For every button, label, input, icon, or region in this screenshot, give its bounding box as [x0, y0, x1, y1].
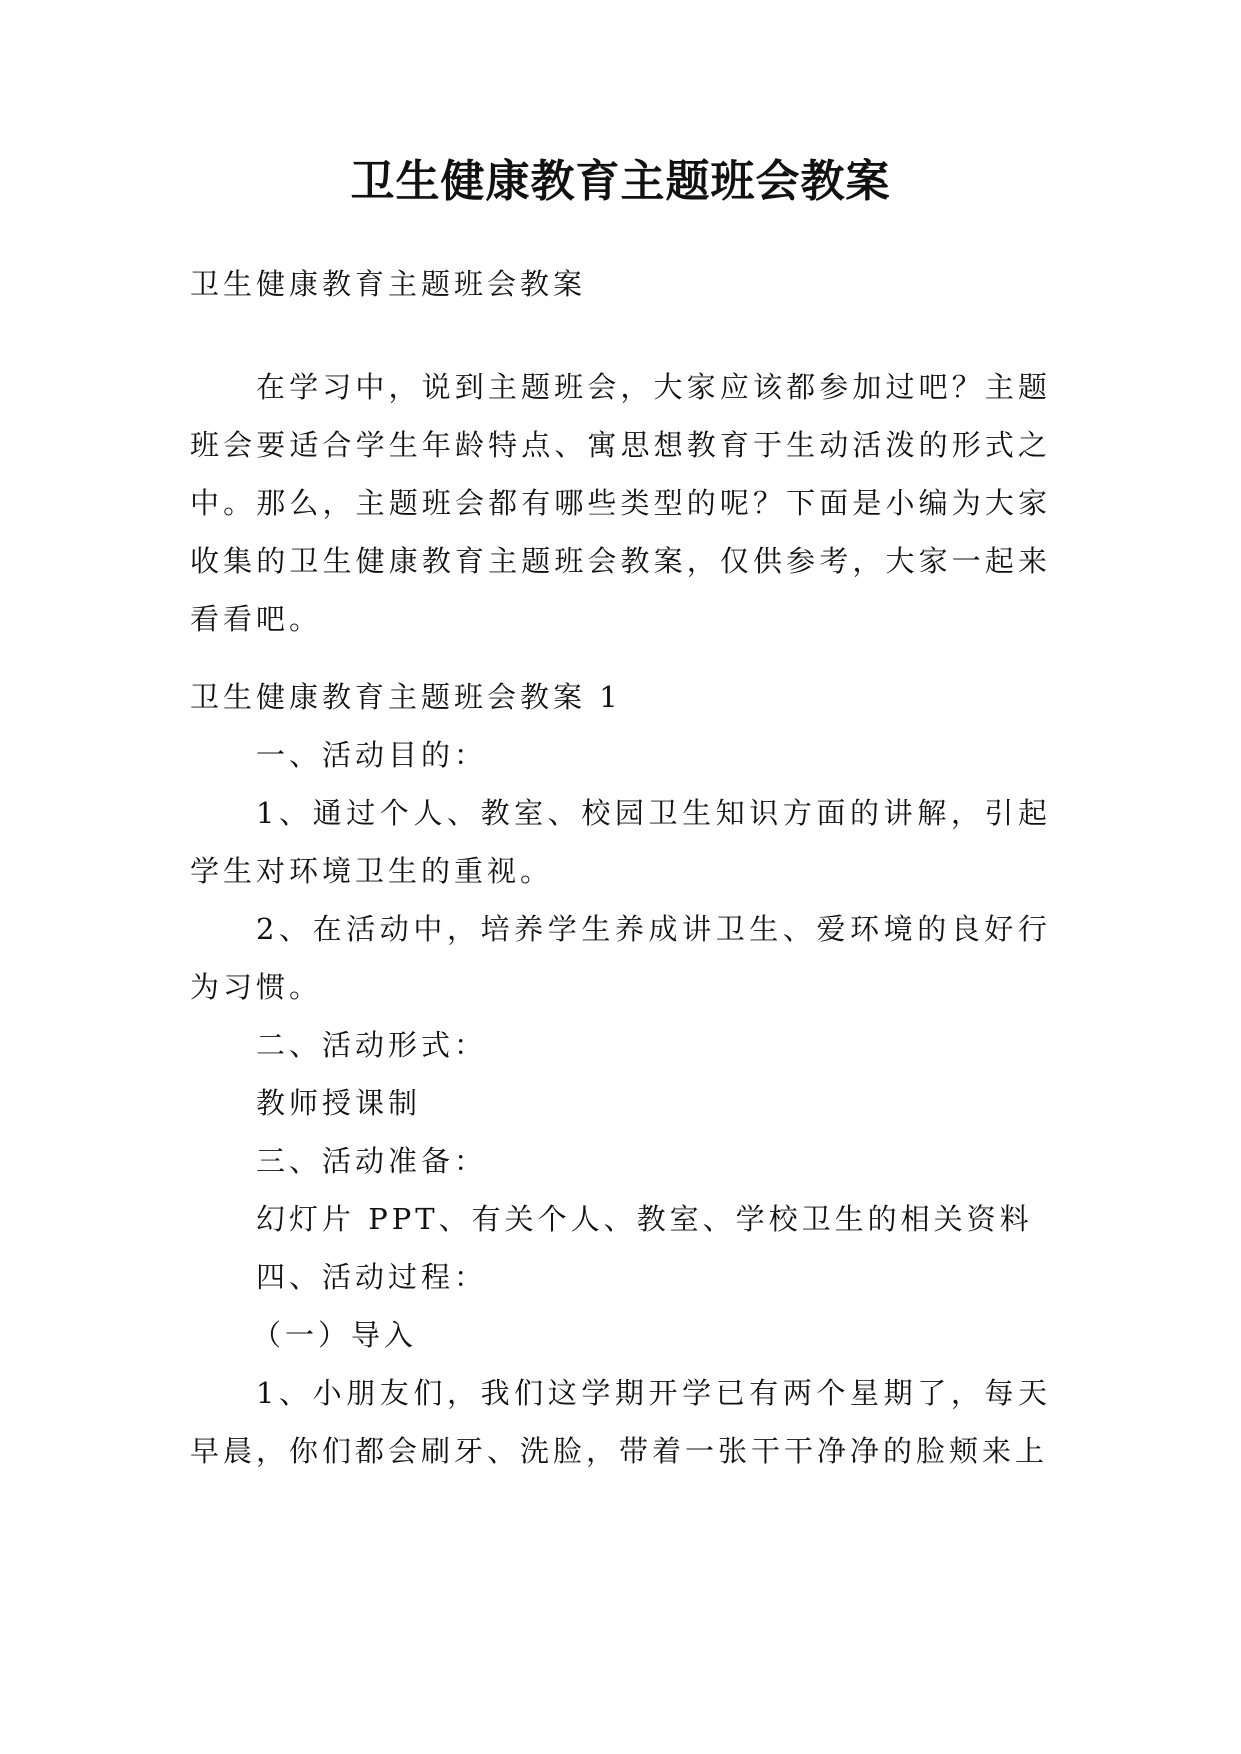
section-heading: 卫生健康教育主题班会教案 1 — [190, 680, 622, 714]
goal-heading: 一、活动目的： — [256, 738, 488, 772]
document-subtitle: 卫生健康教育主题班会教案 — [190, 267, 587, 301]
section-1 — [190, 668, 1051, 1480]
process-subheading: （一）导入 — [252, 1318, 418, 1352]
goal-item-2: 2、在活动中，培养学生养成讲卫生、爱环境的良好行为习惯。 — [190, 912, 1051, 1004]
goal-item-1: 1、通过个人、教室、校园卫生知识方面的讲解，引起学生对环境卫生的重视。 — [190, 796, 1051, 888]
intro-paragraph: 在学习中，说到主题班会，大家应该都参加过吧？主题班会要适合学生年龄特点、寓思想教育于生动活泼的形式之中。那么，主题班会都有哪些类型的呢？下面是小编为大家收集的卫生健康教育主题班会教案，仅供参考，大家一起来看看吧。 — [190, 370, 1051, 636]
document-subtitle-block — [190, 255, 1051, 313]
intro-block — [190, 358, 1051, 648]
prep-text: 幻灯片 PPT、有关个人、教室、学校卫生的相关资料 — [256, 1202, 1033, 1236]
process-item-1: 1、小朋友们，我们这学期开学已有两个星期了，每天早晨，你们都会刷牙、洗脸，带着一张干干净净的脸颊来上 — [190, 1376, 1051, 1468]
form-text: 教师授课制 — [256, 1086, 422, 1120]
document-title: 卫生健康教育主题班会教案 — [350, 156, 891, 207]
process-heading: 四、活动过程： — [256, 1260, 488, 1294]
prep-heading: 三、活动准备： — [256, 1144, 488, 1178]
form-heading: 二、活动形式： — [256, 1028, 488, 1062]
